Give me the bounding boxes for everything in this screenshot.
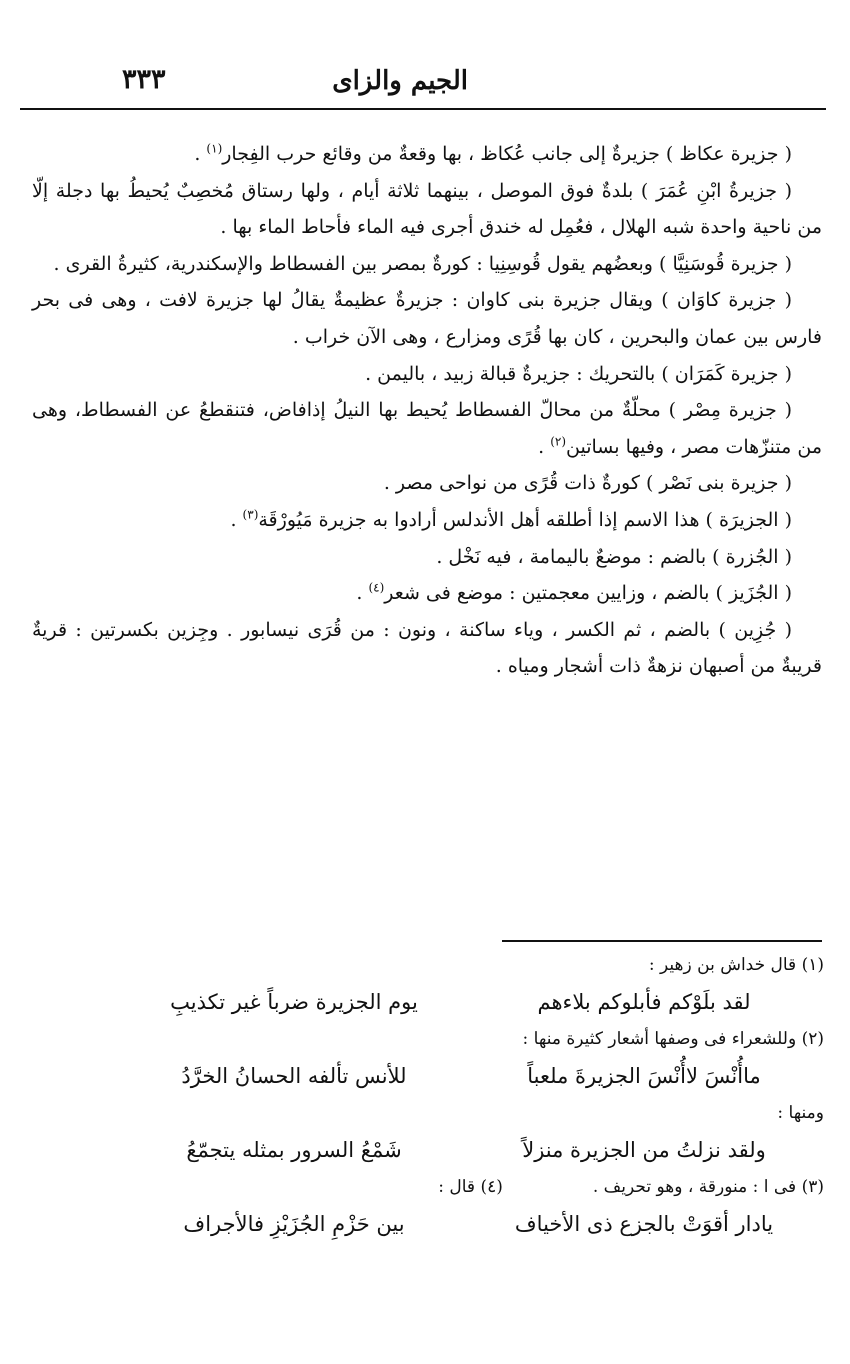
footnotes xyxy=(60,950,824,1246)
dictionary-entries xyxy=(32,136,822,685)
verse-second-hemistich: يوم الجزيرة ضرباً غير تكذيبِ xyxy=(170,990,418,1014)
entry-al-juzayz xyxy=(32,575,822,612)
footnote-2-intro: (٢) وللشعراء فى وصفها أشعار كثيرة منها : xyxy=(522,1029,824,1049)
entry-text: ( جزيرة قُوسَنِيَّا ) وبعضُهم يقول قُوسِنِيا : كورةٌ بمصر بين الفسطاط والإسكندرية، كثيرةُ القرى . xyxy=(53,252,792,275)
footnote-2-between: ومنها : xyxy=(777,1103,824,1123)
footnote-2-verse-2 xyxy=(60,1128,824,1172)
footnote-divider xyxy=(502,940,822,942)
entry-text: ( الجزيرَة ) هذا الاسم إذا أطلقه أهل الأندلس أرادوا به جزيرة مَيُورْقَة xyxy=(258,508,792,531)
entry-text: ( جُزِين ) بالضم ، ثم الكسر ، وياء ساكنة ، ونون : من قُرَى نيسابور . وجِزين بكسرتين : قريةٌ قريبةٌ من أصبهان نزهةٌ ذات أشجار ومياه . xyxy=(32,618,822,678)
entry-tail: . xyxy=(356,582,369,605)
footnote-3-4-line xyxy=(60,1172,824,1202)
header-divider xyxy=(20,108,826,110)
entry-tail: . xyxy=(538,435,551,458)
chapter-title: الجيم والزاى xyxy=(332,66,468,96)
footnote-1-intro: (١) قال خداش بن زهير : xyxy=(648,955,824,975)
footnote-ref: (٢) xyxy=(550,434,567,449)
entry-text: ( جزيرة عكاظ ) جزيرةٌ إلى جانب عُكاظ ، بها وقعةٌ من وقائع حرب الفِجار xyxy=(222,143,792,165)
entry-tail: . xyxy=(230,508,243,531)
footnote-4-intro: (٤) قال : xyxy=(438,1177,503,1197)
footnote-3: (٣) فى ا : منورقة ، وهو تحريف . xyxy=(592,1177,824,1197)
verse-first-hemistich: لقد بلَوْكم فأبلوكم بلاءهم xyxy=(537,990,751,1014)
entry-text: ( الجُزرة ) بالضم : موضعٌ باليمامة ، فيه نَخْل . xyxy=(436,545,792,568)
entry-text: ( جزيرة كَمَرَان ) بالتحريك : جزيرةٌ قبالة زبيد ، باليمن . xyxy=(365,362,792,385)
page-number: ٣٣٣ xyxy=(122,64,166,95)
footnote-ref: (٤) xyxy=(368,580,385,595)
entry-jazirat-ukaz xyxy=(32,136,822,173)
entry-jazirat-bani-nasr xyxy=(32,465,822,502)
entry-jazirat-ibn-umar xyxy=(32,173,822,246)
entry-jazirat-qusaniyya xyxy=(32,246,822,283)
footnote-1-verse xyxy=(60,980,824,1024)
footnote-ref: (١) xyxy=(206,141,223,156)
footnote-ref: (٣) xyxy=(242,507,259,522)
entry-jazirat-misr xyxy=(32,392,822,465)
verse-second-hemistich: شَمْعُ السرور بمثله يتجمّعُ xyxy=(186,1138,402,1162)
entry-text: ( جزيرة مِصْر ) محلّةٌ من محالّ الفسطاط يُحيط بها النيلُ إذافاض، فتنقطعُ عن الفسطاط، وهى من متنزّهات مصر ، وفيها بساتين xyxy=(32,399,822,458)
footnote-2-verse-1 xyxy=(60,1054,824,1098)
verse-second-hemistich: بين حَزْمِ الجُزَيْزِ فالأجراف xyxy=(183,1212,405,1236)
entry-al-juzra xyxy=(32,539,822,576)
running-header xyxy=(60,58,790,102)
verse-second-hemistich: للأنس تألفه الحسانُ الخرَّدُ xyxy=(181,1064,407,1088)
footnote-4-verse xyxy=(60,1202,824,1246)
entry-juzin xyxy=(32,612,822,685)
entry-text: ( الجُزَيز ) بالضم ، وزايين معجمتين : موضع فى شعر xyxy=(384,582,792,605)
entry-text: ( جزيرةُ ابْنِ عُمَرَ ) بلدةٌ فوق الموصل ، بينهما ثلاثة أيام ، ولها رستاق مُخصِبٌ يُحيطُ بها دجلة إلّا من ناحية واحدة شبه الهلال ، فعُمِل له خندق أجرى فيه الماء فأحاط الماء بها . xyxy=(32,179,822,239)
entry-jazirat-kamaran xyxy=(32,356,822,393)
verse-first-hemistich: ولقد نزلتُ من الجزيرة منزلاً xyxy=(522,1138,766,1162)
entry-text: ( جزيرة كاوَان ) ويقال جزيرة بنى كاوان : جزيرةٌ عظيمةٌ يقالُ لها جزيرة لافت ، وهى فى بحر فارس بين عمان والبحرين ، كان بها قُرًى ومزارع ، وهى الآن خراب . xyxy=(32,289,822,348)
entry-tail: . xyxy=(194,143,207,165)
entry-al-jazira xyxy=(32,502,822,539)
verse-first-hemistich: يادار أقوَتْ بالجزع ذى الأخياف xyxy=(514,1212,774,1236)
entry-text: ( جزيرة بنى نَصْر ) كورةٌ ذات قُرًى من نواحى مصر . xyxy=(383,472,792,495)
verse-first-hemistich: ماأُنْسَ لاأُنْسَ الجزيرةَ ملعباً xyxy=(527,1064,761,1088)
entry-jazirat-kawan xyxy=(32,282,822,355)
